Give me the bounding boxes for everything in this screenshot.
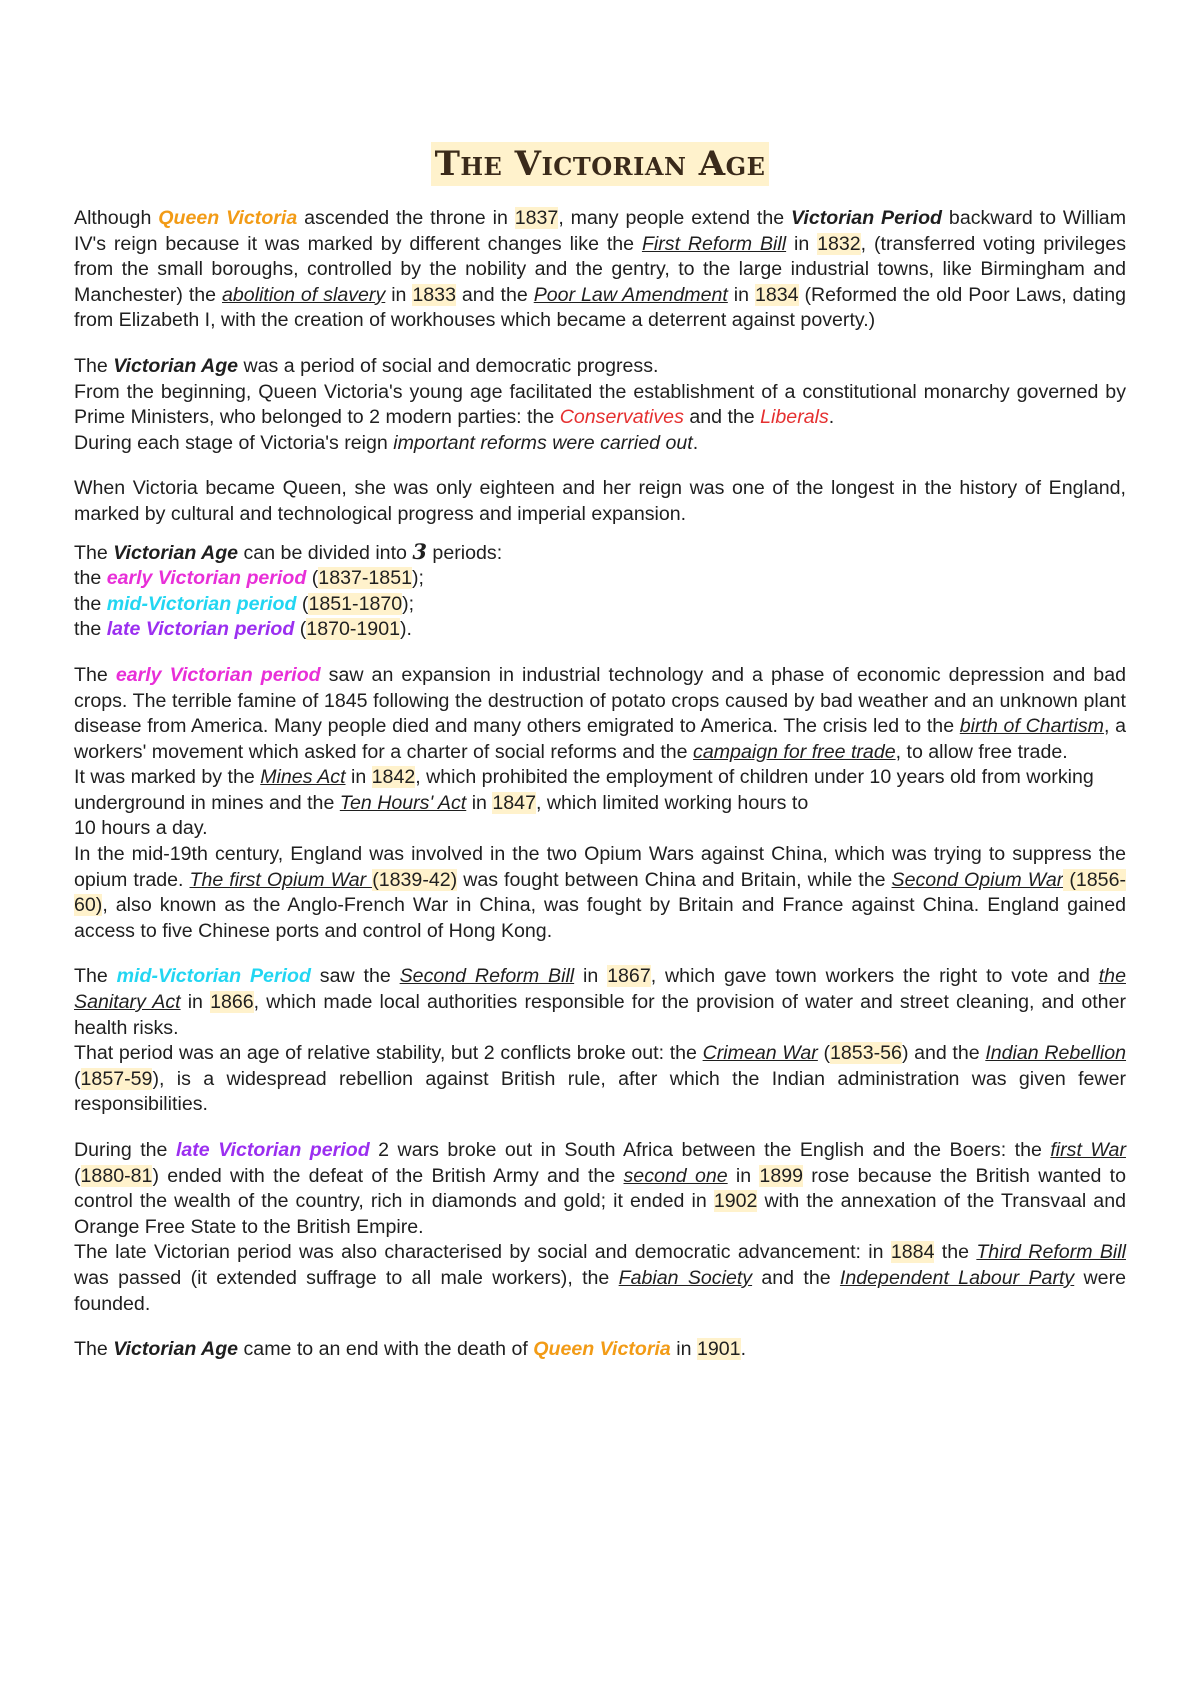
text: . xyxy=(740,1338,747,1361)
liberals-term: Liberals xyxy=(760,406,829,429)
paragraph-intro xyxy=(74,206,1126,334)
second-one-term: second one xyxy=(623,1164,728,1187)
text: ( xyxy=(306,567,319,590)
third-reform-bill-term: Third Reform Bill xyxy=(976,1241,1126,1264)
text: During each stage of Victoria's reign xyxy=(74,431,394,454)
early-period-name: early Victorian period xyxy=(115,663,321,686)
poor-law-amendment-term: Poor Law Amendment xyxy=(533,283,728,306)
year-highlight: 1867 xyxy=(607,965,651,988)
text: (Reformed the old Poor Laws, dating from Elizabeth I, with the creation of workhouses which became a deterrent against poverty.) xyxy=(74,283,1127,332)
period-count: 3 xyxy=(412,538,427,564)
campaign-free-trade-term: campaign for free trade xyxy=(693,740,896,763)
year-highlight: 1853-56 xyxy=(830,1042,902,1065)
text: and the xyxy=(752,1266,840,1289)
year-highlight: 1899 xyxy=(759,1164,804,1187)
text: The xyxy=(74,354,114,377)
text: ( xyxy=(74,1164,81,1187)
victorian-age-term: Victorian Age xyxy=(113,1338,239,1361)
paragraph-mid-period xyxy=(74,964,1126,1041)
year-highlight: (1856-60) xyxy=(74,868,1126,917)
paragraph-mines-act xyxy=(74,765,1126,842)
year-highlight: 1847 xyxy=(492,791,536,814)
conservatives-term: Conservatives xyxy=(559,406,684,429)
paragraph-monarchy xyxy=(74,380,1126,431)
paragraph-conflicts xyxy=(74,1041,1126,1118)
year-highlight: 1833 xyxy=(412,283,456,306)
text: in xyxy=(180,991,211,1014)
sanitary-act-term: the Sanitary Act xyxy=(74,965,1126,1014)
text: . xyxy=(692,431,699,454)
text: 10 hours a day. xyxy=(74,817,208,840)
text: the xyxy=(934,1241,977,1264)
paragraph-opium-wars xyxy=(74,842,1126,944)
text: Although xyxy=(74,207,159,229)
year-highlight: 1870-1901 xyxy=(306,618,400,641)
text: ( xyxy=(817,1042,831,1065)
reforms-emphasis: important reforms were carried out xyxy=(393,431,693,454)
text: ), is a widespread rebellion against British rule, after which the Indian administration was given fewer responsibilities. xyxy=(74,1067,1126,1116)
mid-period-name: mid-Victorian Period xyxy=(116,965,311,988)
page-title: The Victorian Age xyxy=(431,142,770,186)
victorian-period-term: Victorian Period xyxy=(791,207,943,229)
text: can be divided into xyxy=(238,541,413,564)
text: with the annexation of the Transvaal and Orange Free State to the British Empire. xyxy=(74,1190,1127,1238)
second-reform-bill-term: Second Reform Bill xyxy=(399,965,575,988)
birth-of-chartism-term: birth of Chartism xyxy=(959,715,1104,738)
ten-hours-act-term: Ten Hours' Act xyxy=(339,791,467,814)
text: ); xyxy=(412,567,424,590)
year-highlight: 1851-1870 xyxy=(308,592,403,615)
text: . xyxy=(828,406,835,429)
paragraph-end xyxy=(74,1337,1126,1363)
second-opium-war-term: Second Opium War xyxy=(891,868,1064,891)
text: ) and the xyxy=(901,1042,986,1065)
text: , which gave town workers the right to vote and xyxy=(650,965,1099,988)
text: the xyxy=(74,567,107,590)
paragraph-queen xyxy=(74,476,1126,527)
text: 2 wars broke out in South Africa between the English and the Boers: the xyxy=(369,1139,1051,1161)
year-highlight: 1857-59 xyxy=(80,1067,153,1090)
year-highlight: 1866 xyxy=(210,991,254,1014)
text: was a period of social and democratic progress. xyxy=(238,354,659,377)
independent-labour-party-term: Independent Labour Party xyxy=(839,1266,1075,1289)
text: was passed (it extended suffrage to all male workers), the xyxy=(74,1266,619,1289)
early-period-name: early Victorian period xyxy=(106,567,307,590)
year-highlight: 1880-81 xyxy=(80,1164,153,1187)
abolition-of-slavery-term: abolition of slavery xyxy=(222,283,386,306)
late-period-name: late Victorian period xyxy=(106,618,295,641)
text: , which limited working hours to xyxy=(535,791,809,814)
text: The xyxy=(74,541,114,564)
first-opium-war-term: The first Opium War xyxy=(189,868,373,891)
year-highlight: (1839-42) xyxy=(372,868,458,891)
year-highlight: 1834 xyxy=(754,283,799,306)
text: When Victoria became Queen, she was only eighteen and her reign was one of the longest in the history of England, marked by cultural and technological progress and imperial expansion. xyxy=(74,477,1126,525)
text: saw the xyxy=(310,965,400,988)
paragraph-periods-intro xyxy=(74,539,1126,567)
paragraph-reforms xyxy=(74,431,1126,457)
text: ). xyxy=(400,618,412,641)
text: , a workers' movement which asked for a charter of social reforms and the xyxy=(74,715,1126,763)
text: , many people extend the xyxy=(558,207,792,229)
year-highlight: 1884 xyxy=(890,1241,935,1264)
text: backward to William IV's reign because it was marked by different changes like the xyxy=(74,207,1127,255)
first-reform-bill-term: First Reform Bill xyxy=(641,232,787,255)
indian-rebellion-term: Indian Rebellion xyxy=(985,1042,1127,1065)
text: In the mid-19th century, England was involved in the two Opium Wars against China, which was trying to suppress the opium trade. xyxy=(74,843,1126,891)
text: in xyxy=(727,1164,760,1187)
queen-victoria: Queen Victoria xyxy=(158,207,298,229)
text: The xyxy=(74,1338,114,1361)
paragraph-progress xyxy=(74,354,1126,380)
year-highlight: 1902 xyxy=(713,1190,758,1213)
text: in xyxy=(345,766,372,789)
text: ( xyxy=(294,618,307,641)
title-container xyxy=(74,142,1126,186)
text: rose because the British wanted to control the wealth of the country, rich in diamonds and gold; it ended in xyxy=(74,1164,1126,1213)
period-item-late xyxy=(74,617,1126,643)
text: saw an expansion in industrial technology and a phase of economic depression and bad crops. The terrible famine of 1845 following the destruction of potato crops caused by bad weather and an unknown plant disease from America. Many people died and many others emigrated to America. The crisis led to the xyxy=(74,663,1126,738)
fabian-society-term: Fabian Society xyxy=(618,1266,753,1289)
year-highlight: 1837-1851 xyxy=(318,567,412,590)
year-highlight: 1837 xyxy=(514,207,559,229)
text: , also known as the Anglo-French War in China, was fought by Britain and France against China. England gained access to five Chinese ports and control of Hong Kong. xyxy=(74,894,1126,942)
mid-period-name: mid-Victorian period xyxy=(106,592,297,615)
year-highlight: 1842 xyxy=(371,766,416,789)
text: , which prohibited the employment of children under 10 years old from working underground in mines and the xyxy=(74,766,1094,814)
text: ) ended with the defeat of the British Army and the xyxy=(152,1164,624,1187)
text: came to an end with the death of xyxy=(238,1338,534,1361)
paragraph-advancement xyxy=(74,1240,1126,1317)
mines-act-term: Mines Act xyxy=(260,766,346,789)
text: and the xyxy=(455,283,534,306)
year-highlight: 1832 xyxy=(817,232,861,255)
text: ( xyxy=(74,1067,81,1090)
text: in xyxy=(727,283,755,306)
late-period-name: late Victorian period xyxy=(175,1139,370,1161)
first-war-term: first War xyxy=(1050,1139,1126,1161)
text: , to allow free trade. xyxy=(895,740,1068,763)
text: The xyxy=(74,663,116,686)
paragraph-late-period xyxy=(74,1138,1126,1240)
queen-victoria: Queen Victoria xyxy=(533,1338,671,1361)
text: ( xyxy=(296,592,309,615)
victorian-age-term: Victorian Age xyxy=(113,354,239,377)
period-item-mid xyxy=(74,592,1126,618)
paragraph-early-period xyxy=(74,663,1126,765)
text: in xyxy=(786,232,818,255)
victorian-age-term: Victorian Age xyxy=(113,541,239,564)
crimean-war-term: Crimean War xyxy=(702,1042,818,1065)
text: The xyxy=(74,965,117,988)
text: , which made local authorities responsible for the provision of water and street cleaning, and other health risks. xyxy=(74,991,1127,1039)
text: in xyxy=(466,791,493,814)
text: During the xyxy=(74,1139,176,1161)
text: the xyxy=(74,592,107,615)
text: were founded. xyxy=(74,1266,1127,1315)
year-highlight: 1901 xyxy=(696,1338,741,1361)
text: It was marked by the xyxy=(74,766,261,789)
text: the xyxy=(74,618,107,641)
period-item-early xyxy=(74,566,1126,592)
text: ); xyxy=(402,592,415,615)
text: in xyxy=(574,965,608,988)
text: That period was an age of relative stability, but 2 conflicts broke out: the xyxy=(74,1042,703,1065)
text: periods: xyxy=(426,541,503,564)
text: in xyxy=(385,283,413,306)
text: ascended the throne in xyxy=(297,207,515,229)
text: was fought between China and Britain, while the xyxy=(457,868,892,891)
text: The late Victorian period was also characterised by social and democratic advancement: in xyxy=(74,1241,891,1264)
text: and the xyxy=(683,406,761,429)
text: , (transferred voting privileges from the small boroughs, controlled by the nobility and the gentry, to the large industrial towns, like Birmingham and Manchester) the xyxy=(74,232,1126,306)
text: in xyxy=(670,1338,697,1361)
text: From the beginning, Queen Victoria's young age facilitated the establishment of a constitutional monarchy governed by Prime Ministers, who belonged to 2 modern parties: the xyxy=(74,380,1126,429)
